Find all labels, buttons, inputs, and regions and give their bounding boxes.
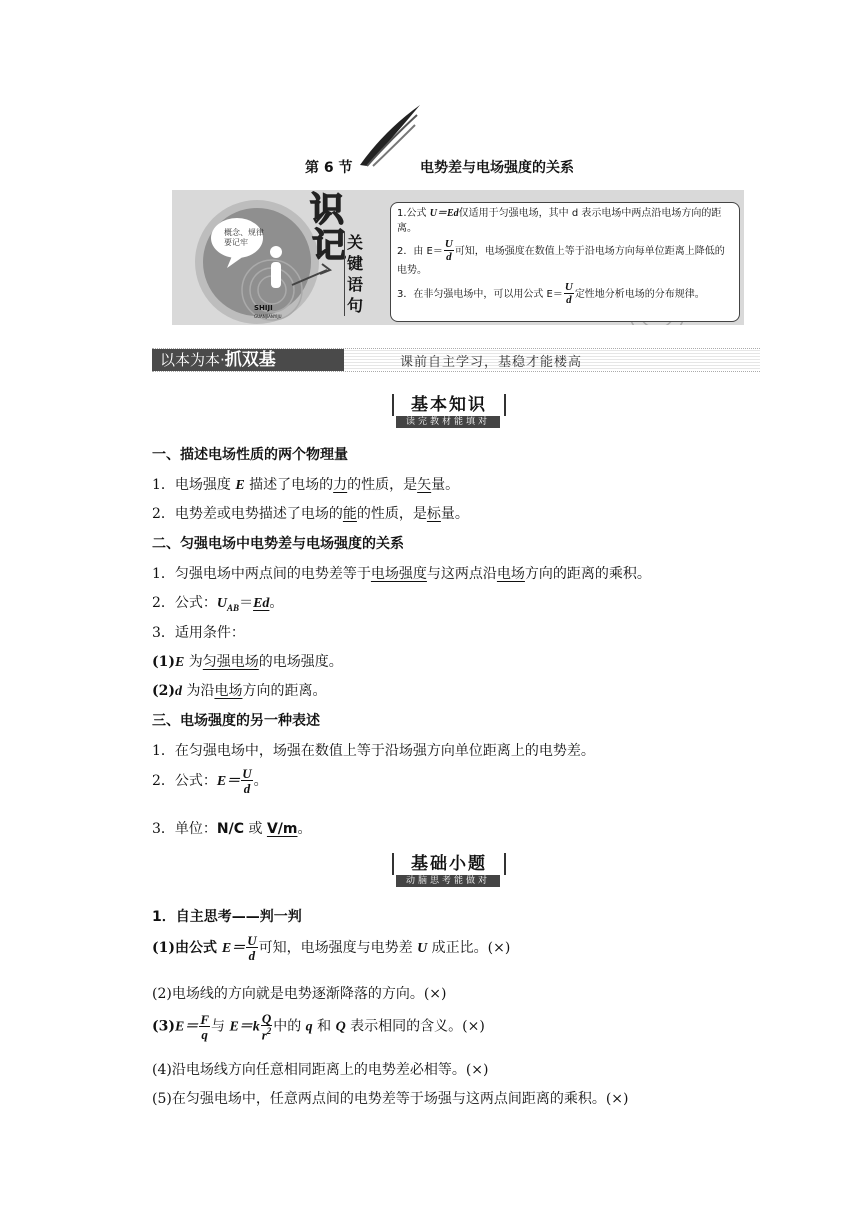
text-line: 2．公式：E＝ $\frac{U}{d}$ 。 bbox=[152, 766, 268, 796]
bar-subtitle: 课前自主学习，基稳才能楼高 bbox=[400, 355, 583, 370]
question-item: (1)由公式 E＝ $\frac{U}{d}$ 可知，电场强度与电势差 U 成正比。(×) bbox=[152, 933, 511, 963]
bubble-line-2: 要记牢 bbox=[224, 238, 248, 247]
bar-label: 以本为本·抓双基 bbox=[152, 349, 344, 371]
bubble-line-1: 概念、规律 bbox=[224, 228, 264, 237]
key-points-box bbox=[390, 202, 740, 322]
heading-1: 一、描述电场性质的两个物理量 bbox=[152, 447, 348, 463]
text-line: 3．适用条件： bbox=[152, 625, 245, 641]
box-subtitle: 动脑思考能做对 bbox=[396, 875, 500, 887]
box-subtitle: 读完教材能填对 bbox=[396, 416, 500, 428]
page-title: 电势差与电场强度的关系 bbox=[420, 160, 574, 176]
text-line: 2．电势差或电势描述了电场的能的性质，是标量。 bbox=[152, 506, 469, 522]
vertical-char: 语 bbox=[347, 275, 364, 294]
question-item: (4)沿电场线方向任意相同距离上的电势差必相等。(×) bbox=[152, 1062, 489, 1078]
section-bar bbox=[152, 348, 760, 372]
text-line: 3．单位：N/C 或 V/m。 bbox=[152, 821, 312, 837]
question-item: (3)E＝ $\frac{F}{q}$ 与 E＝k $\frac{Q}{r^2}$ 中的 q 和 Q 表示相同的含义。(×) bbox=[152, 1011, 485, 1043]
basic-questions-label bbox=[388, 853, 508, 889]
text-line: (1)E 为匀强电场的电场强度。 bbox=[152, 654, 343, 670]
vertical-label bbox=[344, 232, 369, 316]
big-char-2: 记 bbox=[312, 226, 346, 266]
vertical-char: 句 bbox=[347, 296, 364, 315]
vertical-char: 关 bbox=[347, 233, 364, 252]
key-point-1: 1.公式 U＝Ed仅适用于匀强电场，其中 d 表示电场中两点沿电场方向的距离。 bbox=[397, 208, 722, 234]
heading-3: 三、电场强度的另一种表述 bbox=[152, 713, 320, 729]
basic-knowledge-label bbox=[388, 394, 508, 430]
text-line: 1．匀强电场中两点间的电势差等于电场强度与这两点沿电场方向的距离的乘积。 bbox=[152, 566, 651, 582]
text-line: (2)d 为沿电场方向的距离。 bbox=[152, 683, 327, 699]
big-char-1: 识 bbox=[310, 190, 344, 230]
text-line: 2．公式：$U_{AB}=Ed$。 bbox=[152, 595, 284, 613]
bubble-text bbox=[224, 228, 264, 248]
box-title: 基本知识 bbox=[392, 394, 506, 416]
vertical-char: 键 bbox=[347, 254, 364, 273]
key-point-3: 3．在非匀强电场中，可以用公式 E＝ $\frac{U}{d}$ 定性地分析电场的分布规律。 bbox=[397, 281, 705, 306]
section-number: 第 6 节 bbox=[305, 160, 353, 176]
question-item: (5)在匀强电场中，任意两点间的电势差等于场强与这两点间距离的乘积。(×) bbox=[152, 1091, 629, 1107]
key-points-banner bbox=[172, 190, 744, 325]
swoosh-decoration bbox=[355, 100, 425, 170]
question-heading: 1．自主思考——判一判 bbox=[152, 909, 302, 925]
text-line: 1．电场强度 E 描述了电场的力的性质，是矢量。 bbox=[152, 477, 460, 493]
key-point-2: 2．由 E＝ $\frac{U}{d}$ 可知，电场强度在数值上等于沿电场方向每单位距离上降低的电势。 bbox=[397, 238, 725, 276]
logo-text: SHIJI bbox=[254, 304, 273, 312]
box-title: 基础小题 bbox=[392, 853, 506, 875]
logo-subtext: GUANJIANYIJU bbox=[254, 314, 282, 319]
heading-2: 二、匀强电场中电势差与电场强度的关系 bbox=[152, 536, 404, 552]
question-item: (2)电场线的方向就是电势逐渐降落的方向。(×) bbox=[152, 986, 447, 1002]
text-line: 1．在匀强电场中，场强在数值上等于沿场强方向单位距离上的电势差。 bbox=[152, 743, 595, 759]
